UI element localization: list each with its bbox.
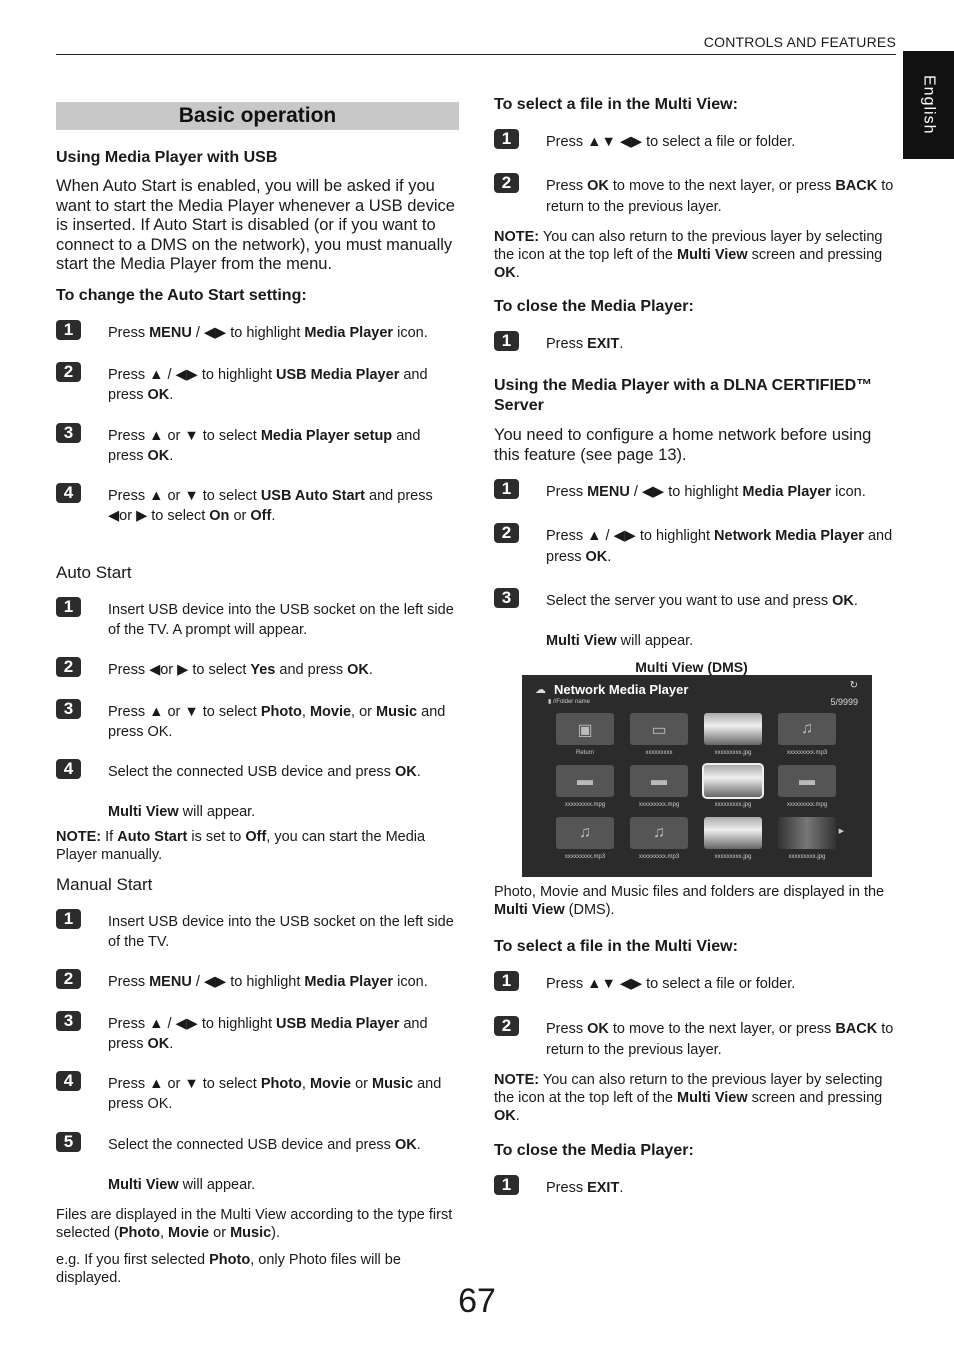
auto-steps — [56, 596, 459, 804]
manual-start-heading: Manual Start — [56, 874, 153, 894]
tile-label: Return — [575, 750, 594, 756]
multiview-note: NOTE: You can also return to the previous layer by selecting the icon at the top left of the Multi View screen and pressing OK. — [494, 229, 883, 281]
return-folder-icon: ▣ — [577, 722, 593, 739]
list-item: 1 Press MENU / ◀▶ to highlight Media Player icon. — [494, 482, 897, 526]
list-item: 3 Press ▲ / ◀▶ to highlight USB Media Player and press OK. — [56, 1014, 459, 1074]
list-item: 4 Press ▲ or ▼ to select Photo, Movie or Music and press OK. — [56, 1074, 459, 1135]
usb-heading: Using Media Player with USB — [56, 149, 278, 166]
tile-label: xxxxxxxxx.mp3 — [786, 750, 828, 756]
list-item: 1 Insert USB device into the USB socket on the left side of the TV. — [56, 912, 459, 972]
list-item: 1 Press EXIT. — [494, 1178, 897, 1220]
multiview-note-2: NOTE: You can also return to the previous layer by selecting the icon at the top left of the Multi View screen and pressing OK. — [494, 1072, 883, 1124]
list-item: 4 Press ▲ or ▼ to select USB Auto Start and press ◀or ▶ to select On or Off. — [56, 486, 459, 549]
selected-photo-tile — [704, 765, 762, 797]
list-item: 1 Press EXIT. — [494, 334, 897, 376]
figure-caption: Multi View (DMS) — [635, 659, 748, 675]
dlna-heading: Using the Media Player with a DLNA CERTIFIED™ Server — [494, 377, 873, 414]
close-heading-2: To close the Media Player: — [494, 1142, 694, 1159]
files-paragraph: Files are displayed in the Multi View according to the type first selected (Photo, Movie or Music). — [56, 1206, 453, 1241]
list-item: 3 Press ▲ or ▼ to select Media Player setup and press OK. — [56, 426, 459, 486]
list-item: 1 Press ▲▼ ◀▶ to select a file or folder. — [494, 132, 897, 176]
tile-label: xxxxxxxxx.jpg — [714, 750, 752, 756]
music-icon: ♫ — [653, 824, 665, 841]
auto-start-heading: Auto Start — [56, 562, 132, 582]
folder-tile — [630, 713, 688, 745]
list-item: 2 Press ▲ / ◀▶ to highlight Network Media Player and press OK. — [494, 526, 897, 591]
list-item: 2 Press OK to move to the next layer, or press BACK to return to the previous layer. — [494, 176, 897, 228]
language-tab: English — [903, 51, 954, 159]
list-item: 1 Press ▲▼ ◀▶ to select a file or folder. — [494, 974, 897, 1019]
section-title: CONTROLS AND FEATURES — [703, 34, 896, 50]
list-item: 3 Select the server you want to use and press OK. — [494, 591, 897, 633]
list-item: 2 Press OK to move to the next layer, or press BACK to return to the previous layer. — [494, 1019, 897, 1071]
list-item: 1 Press MENU / ◀▶ to highlight Media Player icon. — [56, 323, 459, 365]
return-tile — [556, 713, 614, 745]
auto-multiview-line: Multi View will appear. — [108, 803, 256, 820]
tile-label: xxxxxxxxx.mpg — [564, 802, 606, 808]
page-header — [56, 34, 896, 55]
auto-start-note: NOTE: If Auto Start is set to Off, you can start the Media Player manually. — [56, 828, 426, 863]
movie-icon: ▬ — [799, 772, 815, 789]
movie-tile — [778, 765, 836, 797]
movie-tile — [630, 765, 688, 797]
tile-label: xxxxxxxxx.mpg — [786, 802, 828, 808]
list-item: 4 Select the connected USB device and press OK. — [56, 762, 459, 804]
select-heading: To select a file in the Multi View: — [494, 96, 738, 113]
tile-label: xxxxxxxxx.mp3 — [564, 854, 606, 860]
example-paragraph: e.g. If you first selected Photo, only Photo files will be displayed. — [56, 1251, 401, 1286]
list-item: 1 Insert USB device into the USB socket on the left side of the TV. A prompt will appear. — [56, 600, 459, 660]
tile-label: xxxxxxxxx.jpg — [714, 854, 752, 860]
change-steps — [56, 319, 459, 549]
manual-steps — [56, 908, 459, 1177]
change-heading: To change the Auto Start setting: — [56, 286, 307, 304]
list-item: 2 Press MENU / ◀▶ to highlight Media Player icon. — [56, 972, 459, 1014]
movie-tile — [556, 765, 614, 797]
section-banner: Basic operation — [56, 102, 459, 130]
refresh-icon: ↻ — [849, 680, 858, 691]
cloud-icon: ☁ — [535, 684, 546, 696]
multi-view-screenshot — [522, 675, 872, 877]
music-icon: ♫ — [801, 720, 813, 737]
photo-tile — [778, 817, 836, 849]
photo-paragraph: Photo, Movie and Music files and folders are displayed in the Multi View (DMS). — [494, 884, 885, 918]
usb-intro: When Auto Start is enabled, you will be asked if you want to start the Media Player whenever a USB device is inserted. If Auto Start is disabled (or if you want to connect to a DMS on the network), you must manually start the Media Player from the menu. — [56, 177, 455, 273]
photo-tile — [704, 817, 762, 849]
movie-icon: ▬ — [651, 772, 667, 789]
tile-label: xxxxxxxxx.mpg — [638, 802, 680, 808]
music-tile — [556, 817, 614, 849]
right-column — [494, 96, 897, 1220]
manual-multiview-line: Multi View will appear. — [108, 1176, 256, 1193]
folder-icon: ▭ — [651, 722, 667, 739]
movie-icon: ▬ — [577, 772, 593, 789]
music-tile — [778, 713, 836, 745]
list-item: 3 Press ▲ or ▼ to select Photo, Movie, or Music and press OK. — [56, 702, 459, 762]
tile-label: xxxxxxxxx — [645, 750, 673, 756]
list-item: 5 Select the connected USB device and press OK. — [56, 1135, 459, 1177]
left-column — [56, 102, 459, 1287]
list-item: 2 Press ◀or ▶ to select Yes and press OK. — [56, 660, 459, 702]
screen-title: Network Media Player — [554, 682, 689, 697]
folder-path: ▮ //Folder name — [548, 699, 590, 705]
music-tile — [630, 817, 688, 849]
photo-tile — [704, 713, 762, 745]
tile-label: xxxxxxxxx.jpg — [714, 802, 752, 808]
dlna-intro: You need to configure a home network before using this feature (see page 13). — [494, 426, 872, 464]
select-heading-2: To select a file in the Multi View: — [494, 938, 738, 955]
item-count: 5/9999 — [830, 697, 858, 707]
music-icon: ♫ — [579, 824, 591, 841]
close-heading: To close the Media Player: — [494, 298, 694, 315]
list-item: 2 Press ▲ / ◀▶ to highlight USB Media Player and press OK. — [56, 365, 459, 426]
tile-label: xxxxxxxxx.mp3 — [638, 854, 680, 860]
dlna-multiview-line: Multi View will appear. — [546, 633, 694, 649]
tile-label: xxxxxxxxx.jpg — [788, 854, 826, 860]
next-page-arrow-icon: ▶ — [838, 828, 844, 835]
page-number: 67 — [458, 1282, 496, 1320]
